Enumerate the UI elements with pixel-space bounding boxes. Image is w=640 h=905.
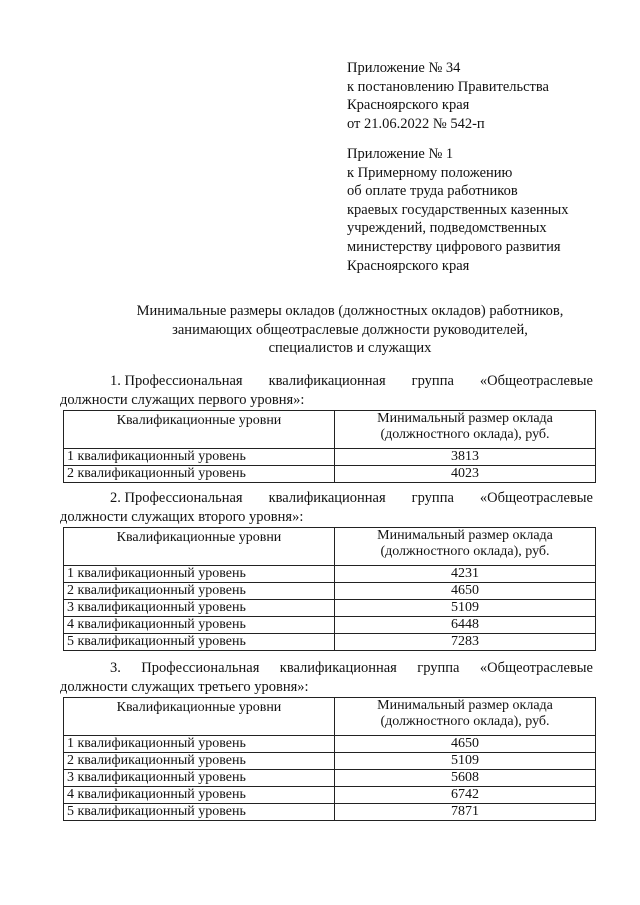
group-heading-line <box>60 372 593 391</box>
salary-cell: 5608 <box>335 770 596 787</box>
table-row <box>64 736 596 753</box>
table-header-row <box>64 528 596 566</box>
title-line: Минимальные размеры окладов (должностных окладов) работников, <box>136 303 564 319</box>
table-header-row <box>64 411 596 449</box>
header-line: (должностного оклада), руб. <box>380 714 550 729</box>
level-cell: 1 квалификационный уровень <box>64 736 335 753</box>
level-cell: 5 квалификационный уровень <box>64 634 335 651</box>
salary-table-2 <box>63 527 596 651</box>
heading-word: квалификационная <box>279 660 397 676</box>
column-header-levels: Квалификационные уровни <box>64 528 335 566</box>
salary-table-1 <box>63 410 596 483</box>
salary-cell: 7871 <box>335 804 596 821</box>
table-row <box>64 770 596 787</box>
heading-word: 3. <box>110 660 121 676</box>
group-heading-line: должности служащих третьего уровня»: <box>60 678 309 695</box>
level-cell: 2 квалификационный уровень <box>64 466 335 483</box>
salary-cell: 4650 <box>335 736 596 753</box>
column-header-salary <box>335 411 596 449</box>
title-line: занимающих общеотраслевые должности руководителей, <box>172 321 528 338</box>
heading-word: группа <box>411 490 454 506</box>
table-row <box>64 617 596 634</box>
table-row <box>64 600 596 617</box>
table-header-row <box>64 698 596 736</box>
header-line: Минимальный размер оклада <box>377 411 553 426</box>
level-cell: 2 квалификационный уровень <box>64 753 335 770</box>
level-cell: 1 квалификационный уровень <box>64 566 335 583</box>
group-heading-1 <box>60 372 593 409</box>
salary-table-3 <box>63 697 596 821</box>
appendix-line: министерству цифрового развития <box>347 238 561 255</box>
heading-word: 1. Профессиональная <box>110 373 243 389</box>
appendix-line: Красноярского края <box>347 97 470 114</box>
header-line: (должностного оклада), руб. <box>380 544 550 559</box>
heading-word: квалификационная <box>268 373 386 389</box>
header-line: Минимальный размер оклада <box>377 528 553 543</box>
appendix-line: Приложение № 34 <box>347 60 461 76</box>
appendix-34-block <box>347 59 627 133</box>
table-row <box>64 449 596 466</box>
level-cell: 3 квалификационный уровень <box>64 770 335 787</box>
table-row <box>64 566 596 583</box>
appendix-line: от 21.06.2022 № 542-п <box>347 115 485 132</box>
level-cell: 3 квалификационный уровень <box>64 600 335 617</box>
group-heading-3 <box>60 659 593 696</box>
group-heading-line: должности служащих второго уровня»: <box>60 508 304 525</box>
appendix-line: об оплате труда работников <box>347 183 518 200</box>
column-header-levels: Квалификационные уровни <box>64 698 335 736</box>
salary-cell: 5109 <box>335 600 596 617</box>
document-title <box>60 302 640 358</box>
salary-cell: 3813 <box>335 449 596 466</box>
appendix-1-block <box>347 145 627 275</box>
level-cell: 2 квалификационный уровень <box>64 583 335 600</box>
salary-cell: 7283 <box>335 634 596 651</box>
appendix-line: к постановлению Правительства <box>347 78 549 95</box>
column-header-levels: Квалификационные уровни <box>64 411 335 449</box>
heading-word: 2. Профессиональная <box>110 490 243 506</box>
heading-word: «Общеотраслевые <box>479 490 593 506</box>
salary-cell: 6448 <box>335 617 596 634</box>
table-row <box>64 583 596 600</box>
salary-cell: 4231 <box>335 566 596 583</box>
level-cell: 4 квалификационный уровень <box>64 617 335 634</box>
heading-word: квалификационная <box>268 490 386 506</box>
group-heading-2 <box>60 489 593 526</box>
heading-word: группа <box>417 660 460 676</box>
title-line: специалистов и служащих <box>268 340 432 357</box>
header-line: Минимальный размер оклада <box>377 698 553 713</box>
level-cell: 1 квалификационный уровень <box>64 449 335 466</box>
appendix-line: краевых государственных казенных <box>347 201 569 218</box>
salary-cell: 4650 <box>335 583 596 600</box>
salary-cell: 5109 <box>335 753 596 770</box>
table-row <box>64 804 596 821</box>
column-header-salary <box>335 528 596 566</box>
appendix-line: Приложение № 1 <box>347 146 454 162</box>
group-heading-line <box>60 489 593 508</box>
table-row <box>64 466 596 483</box>
level-cell: 4 квалификационный уровень <box>64 787 335 804</box>
appendix-line: к Примерному положению <box>347 164 513 181</box>
heading-word: Профессиональная <box>141 660 260 676</box>
group-heading-line <box>60 659 593 678</box>
appendix-line: учреждений, подведомственных <box>347 220 547 237</box>
header-line: (должностного оклада), руб. <box>380 427 550 442</box>
heading-word: «Общеотраслевые <box>479 373 593 389</box>
appendix-line: Красноярского края <box>347 257 470 274</box>
group-heading-line: должности служащих первого уровня»: <box>60 391 305 408</box>
table-row <box>64 634 596 651</box>
table-row <box>64 753 596 770</box>
heading-word: «Общеотраслевые <box>479 660 593 676</box>
level-cell: 5 квалификационный уровень <box>64 804 335 821</box>
table-row <box>64 787 596 804</box>
salary-cell: 6742 <box>335 787 596 804</box>
column-header-salary <box>335 698 596 736</box>
heading-word: группа <box>411 373 454 389</box>
salary-cell: 4023 <box>335 466 596 483</box>
